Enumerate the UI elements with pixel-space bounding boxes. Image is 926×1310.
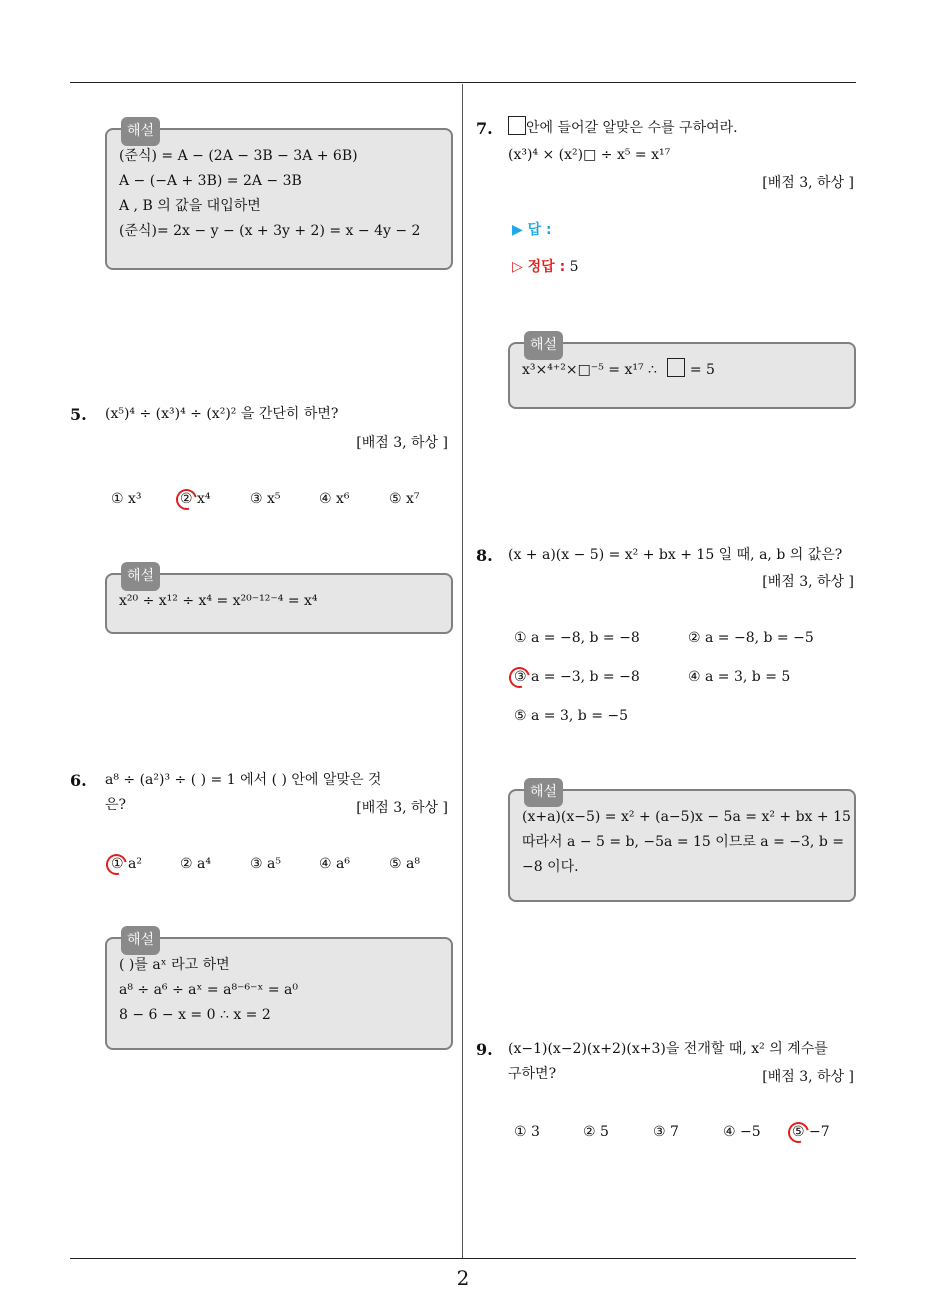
option-3[interactable]: ③ x⁵ xyxy=(250,491,281,507)
question-formula: (x³)⁴ × (x²)□ ÷ x⁵ = x¹⁷ xyxy=(508,147,671,163)
solution-label: 해설 xyxy=(524,331,563,360)
option-2[interactable]: ② 5 xyxy=(583,1124,609,1140)
question-meta: [배점 3, 하상 ] xyxy=(762,1069,854,1085)
column-divider xyxy=(462,84,463,1258)
solution-line: ( )를 aˣ 라고 하면 xyxy=(119,957,230,973)
option-3[interactable]: ③ 7 xyxy=(653,1124,679,1140)
question-text: 구하면? xyxy=(508,1066,557,1082)
solution-box-q6 xyxy=(105,932,453,1050)
solution-box-q4 xyxy=(105,123,453,270)
solution-label: 해설 xyxy=(524,778,563,807)
question-number: 9. xyxy=(476,1040,493,1059)
question-text: (x⁵)⁴ ÷ (x³)⁴ ÷ (x²)² 을 간단히 하면? xyxy=(105,406,339,422)
solution-formula: x³×⁴⁺²×□⁻⁵ = x¹⁷ ∴ xyxy=(522,362,657,378)
solution-line: (준식)= 2x − y − (x + 3y + 2) = x − 4y − 2 xyxy=(119,223,421,239)
option-5[interactable]: ⑤ a = 3, b = −5 xyxy=(514,708,629,724)
correct-answer-label: ▷ 정답 : xyxy=(512,259,566,275)
option-4[interactable]: ④ x⁶ xyxy=(319,491,350,507)
solution-line: −8 이다. xyxy=(522,859,579,875)
blank-box-icon xyxy=(667,358,685,377)
question-text: (x−1)(x−2)(x+2)(x+3)을 전개할 때, x² 의 계수를 xyxy=(508,1041,828,1057)
bottom-rule xyxy=(70,1258,856,1259)
selected-answer-mark xyxy=(102,850,131,879)
option-1[interactable]: ① a² xyxy=(111,856,142,872)
question-number: 6. xyxy=(70,771,87,790)
solution-line: 따라서 a − 5 = b, −5a = 15 이므로 a = −3, b = xyxy=(522,834,844,850)
question-meta: [배점 3, 하상 ] xyxy=(762,175,854,191)
option-4[interactable]: ④ a = 3, b = 5 xyxy=(688,669,791,685)
solution-line: a⁸ ÷ a⁶ ÷ aˣ = a⁸⁻⁶⁻ˣ = a⁰ xyxy=(119,982,298,998)
question-number: 8. xyxy=(476,546,493,565)
option-2[interactable]: ② a⁴ xyxy=(180,856,211,872)
blank-box-icon xyxy=(508,116,526,135)
solution-line: A , B 의 값을 대입하면 xyxy=(119,198,261,214)
solution-line: A − (−A + 3B) = 2A − 3B xyxy=(119,173,302,189)
question-text: (x + a)(x − 5) = x² + bx + 15 일 때, a, b 의 값은? xyxy=(508,547,843,563)
question-number: 7. xyxy=(476,119,493,138)
option-2[interactable]: ② a = −8, b = −5 xyxy=(688,630,814,646)
question-text-body: 안에 들어갈 알맞은 수를 구하여라. xyxy=(526,120,738,136)
question-text: a⁸ ÷ (a²)³ ÷ ( ) = 1 에서 ( ) 안에 알맞은 것 xyxy=(105,772,382,788)
solution-box-q8 xyxy=(508,784,856,902)
option-1[interactable]: ① a = −8, b = −8 xyxy=(514,630,640,646)
solution-label: 해설 xyxy=(121,117,160,146)
solution-line xyxy=(522,358,842,383)
page-number: 2 xyxy=(456,1266,470,1290)
solution-label: 해설 xyxy=(121,562,160,591)
question-text xyxy=(508,116,738,141)
question-meta: [배점 3, 하상 ] xyxy=(762,574,854,590)
top-rule xyxy=(70,82,856,83)
question-number: 5. xyxy=(70,405,87,424)
option-5[interactable]: ⑤ −7 xyxy=(792,1124,830,1140)
option-4[interactable]: ④ a⁶ xyxy=(319,856,350,872)
selected-answer-mark xyxy=(505,663,534,692)
correct-answer-value: 5 xyxy=(569,259,579,275)
correct-answer xyxy=(512,256,579,276)
solution-line: x²⁰ ÷ x¹² ÷ x⁴ = x²⁰⁻¹²⁻⁴ = x⁴ xyxy=(119,593,318,609)
option-3[interactable]: ③ a = −3, b = −8 xyxy=(514,669,640,685)
question-meta: [배점 3, 하상 ] xyxy=(356,435,448,451)
option-1[interactable]: ① 3 xyxy=(514,1124,540,1140)
option-5[interactable]: ⑤ a⁸ xyxy=(389,856,420,872)
solution-line: 8 − 6 − x = 0 ∴ x = 2 xyxy=(119,1007,271,1023)
solution-line: (x+a)(x−5) = x² + (a−5)x − 5a = x² + bx + 15 xyxy=(522,809,851,825)
selected-answer-mark xyxy=(784,1118,813,1147)
option-3[interactable]: ③ a⁵ xyxy=(250,856,281,872)
solution-line: (준식) = A − (2A − 3B − 3A + 6B) xyxy=(119,148,358,164)
option-4[interactable]: ④ −5 xyxy=(723,1124,761,1140)
solution-label: 해설 xyxy=(121,926,160,955)
answer-label: ▶ 답 : xyxy=(512,222,552,238)
option-1[interactable]: ① x³ xyxy=(111,491,142,507)
option-2[interactable]: ② x⁴ xyxy=(180,491,211,507)
question-meta: [배점 3, 하상 ] xyxy=(356,800,448,816)
option-5[interactable]: ⑤ x⁷ xyxy=(389,491,420,507)
question-text: 은? xyxy=(105,797,127,813)
selected-answer-mark xyxy=(172,485,201,514)
solution-box-q7 xyxy=(508,337,856,409)
solution-box-q5 xyxy=(105,568,453,634)
solution-result: = 5 xyxy=(689,362,715,378)
